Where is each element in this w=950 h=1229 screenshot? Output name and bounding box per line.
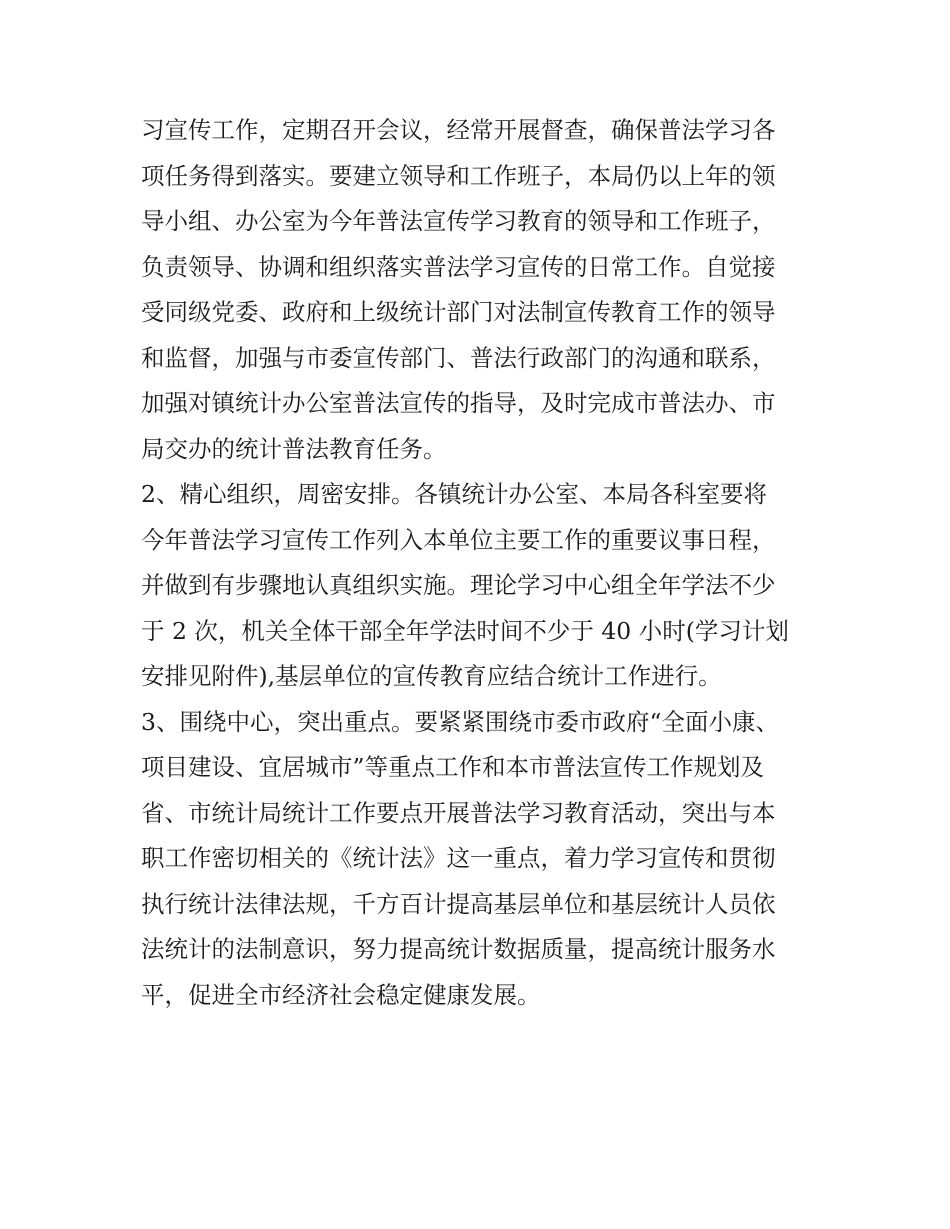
text-line: 平，促进全市经济社会稳定健康发展。 (141, 980, 541, 1009)
text-line: 局交办的统计普法教育任务。 (141, 434, 447, 463)
text-line: 受同级党委、政府和上级统计部门对法制宣传教育工作的领导 (141, 298, 776, 326)
text-line: 2、精心组织，周密安排。各镇统计办公室、本局各科室要将 (141, 480, 767, 508)
text-line: 于 2 次，机关全体干部全年学法时间不少于 40 小时(学习计划 (141, 616, 789, 645)
text-line: 和监督，加强与市委宣传部门、普法行政部门的沟通和联系， (141, 343, 776, 372)
text-line: 项任务得到落实。要建立领导和工作班子，本局仍以上年的领 (141, 161, 776, 190)
text-line: 习宣传工作，定期召开会议，经常开展督查，确保普法学习各 (141, 116, 776, 144)
text-line: 导小组、办公室为今年普法宣传学习教育的领导和工作班子， (141, 207, 776, 235)
text-line: 并做到有步骤地认真组织实施。理论学习中心组全年学法不少 (141, 571, 776, 599)
body-text (141, 108, 821, 1018)
text-line: 负责领导、协调和组织落实普法学习宣传的日常工作。自觉接 (141, 252, 776, 281)
text-line: 项目建设、宜居城市”等重点工作和本市普法宣传工作规划及 (141, 753, 765, 781)
text-line: 法统计的法制意识，努力提高统计数据质量，提高统计服务水 (141, 935, 776, 963)
text-line: 安排见附件),基层单位的宣传教育应结合统计工作进行。 (141, 662, 722, 690)
text-line: 3、围绕中心，突出重点。要紧紧围绕市委市政府“全面小康、 (141, 707, 779, 736)
text-line: 执行统计法律法规，千方百计提高基层单位和基层统计人员依 (141, 889, 776, 918)
text-line: 省、市统计局统计工作要点开展普法学习教育活动，突出与本 (141, 798, 776, 827)
text-line: 今年普法学习宣传工作列入本单位主要工作的重要议事日程， (141, 525, 776, 554)
text-line: 职工作密切相关的《统计法》这一重点，着力学习宣传和贯彻 (141, 844, 776, 872)
text-line: 加强对镇统计办公室普法宣传的指导，及时完成市普法办、市 (141, 389, 776, 417)
